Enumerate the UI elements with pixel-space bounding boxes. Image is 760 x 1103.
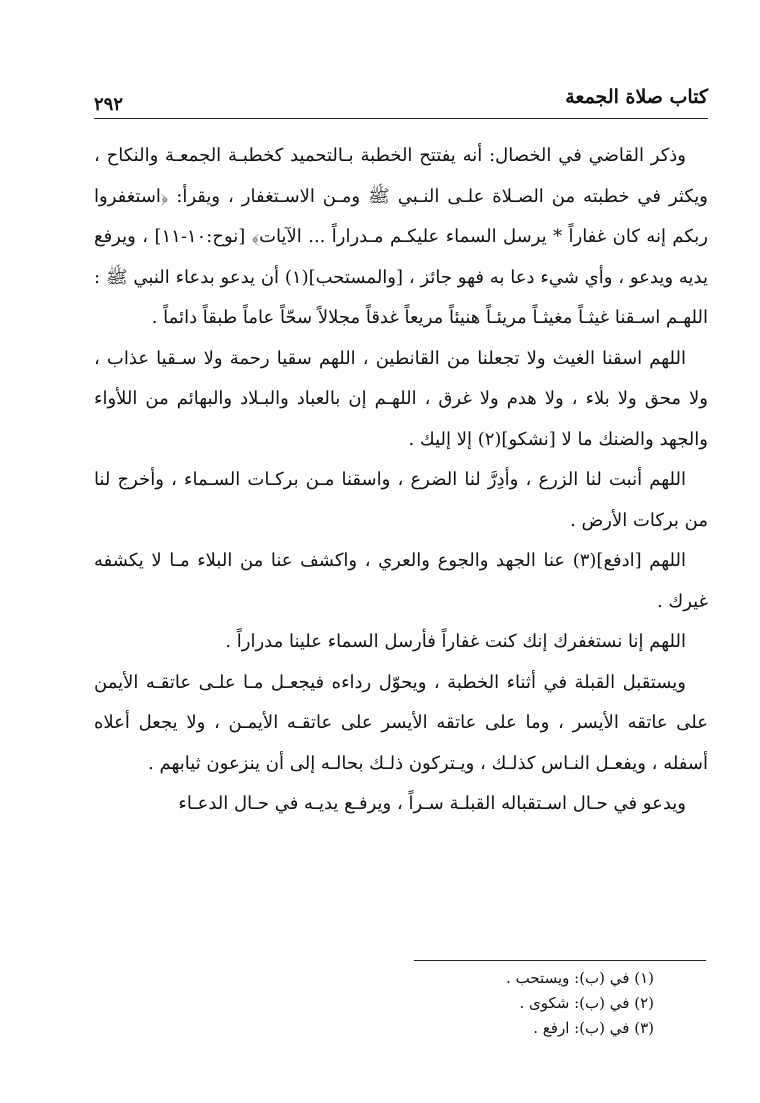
main-text bbox=[94, 136, 708, 825]
footnote-2: (٢) في (ب): شكوى . bbox=[519, 994, 654, 1012]
page-number: ٢٩٢ bbox=[94, 94, 124, 115]
paragraph: اللهم [ادفع](٣) عنا الجهد والجوع والعري ، واكشف عنا من البلاء مـا لا يكشفه غيرك . bbox=[94, 550, 708, 612]
paragraph: ويدعو في حـال اسـتقباله القبلـة سـراً ، ويرفـع يديـه في حـال الدعـاء bbox=[178, 793, 686, 814]
paragraph: اللهم اسقنا الغيث ولا تجعلنا من القانطين ، اللهم سقيا رحمة ولا سـقيا عذاب ، ولا محق ولا بلاء ، ولا هدم ولا غرق ، اللهـم إن بالعباد والبـلاد والبهائم من اللأواء والجهد والضنك ما لا [نشكو](٢) إلا إليك . bbox=[94, 347, 708, 450]
paragraph: اللهم إنا نستغفرك إنك كنت غفاراً فأرسل السماء علينا مدراراً . bbox=[225, 631, 686, 652]
running-title: كتاب صلاة الجمعة bbox=[565, 86, 708, 108]
footnote-3: (٣) في (ب): ارفع . bbox=[533, 1019, 654, 1037]
paragraph: ويستقبل القبلة في أثناء الخطبة ، ويحوّل رداءه فيجعـل مـا علـى عاتقـه الأيمن على عاتقه الأيسر ، وما على عاتقه الأيسر على عاتقـه الأيمـن ، ولا يجعل أعلاه أسفله ، ويفعـل النـاس كذلـك ، ويـتركون ذلـك بحالـه إلى أن ينزعون ثيابهم . bbox=[94, 671, 708, 774]
page-header bbox=[94, 80, 708, 115]
footnote-divider bbox=[414, 960, 706, 961]
footnotes bbox=[94, 966, 654, 1041]
paragraph: اللهم أنبت لنا الزرع ، وأدِرَّ لنا الضرع ، واسقنا مـن بركـات السـماء ، وأخرج لنا من بركات الأرض . bbox=[94, 469, 708, 531]
header-divider bbox=[94, 118, 708, 119]
footnote-1: (١) في (ب): ويستحب . bbox=[506, 969, 654, 987]
paragraph: وذكر القاضي في الخصال: أنه يفتتح الخطبة بـالتحميد كخطبـة الجمعـة والنكاح ، ويكثر في خطبته من الصـلاة علـى النـبي ﷺ ومـن الاسـتغفار ، ويقرأ: ﴿استغفروا ربكم إنه كان غفاراً * يرسل السماء عليكـم مـدراراً ... الآيات﴾ [نوح:١٠-١١] ، ويرفع يديه ويدعو ، وأي شيء دعا به فهو جائز ، [والمستحب](١) أن يدعو بدعاء النبي ﷺ : اللهـم اسـقنا غيثـاً مغيثـاً مريئـاً هنيئاً مريعاً غدقاً مجلالاً سحّاً عاماً طبقاً دائماً . bbox=[94, 145, 708, 328]
